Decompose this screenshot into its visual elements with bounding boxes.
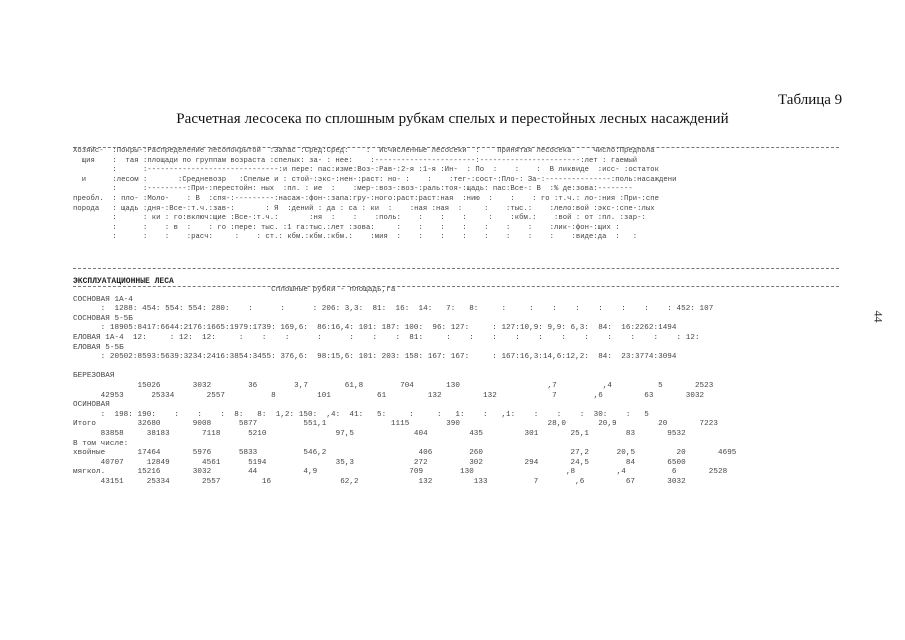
header-line: : : : :расч: : : ст.: кбм.:кбм.:кбм.: :мия : : : : : : : : :виде:да : :	[73, 233, 638, 242]
table-row: СОСНОВАЯ 5-5Б	[73, 314, 133, 323]
table-row: : 18905:8417:6644:2176:1665:1979:1739: 169,6: 86:16,4: 101: 187: 100: 96: 127: : 127:10,9: 9,9: 6,3: 84: 16:2262:1494	[73, 324, 677, 333]
header-line: : : : в : : го :пере: тыс. :1 га:тыс.:лет :зова: : : : : : : : :лик-:фон-:щих :	[73, 223, 620, 232]
header-line: : :---------:При-:перестойн: ных :пл. : ие : :мер-:воз-:воз-:раль:тоя-:щадь: пас:Все-: В :% де:зова:--------	[73, 185, 633, 194]
header-line: : : ки : го:включ:щие :Все-:т.ч.: :ня : : :поль: : : : : :кбм.: :вой : от :пл. :зар-:	[73, 214, 646, 223]
table-row: СОСНОВАЯ 1А-4	[73, 295, 133, 304]
table-row: Итого 32680 9008 5877 551,1 1115 390 28,0 20,9 20 7223	[73, 420, 718, 429]
table-row: ОСИНОВАЯ	[73, 401, 110, 410]
table-row: : 198: 190: : : : 8: 8: 1,2: 150: ,4: 41: 5: : : 1: : ,1: : : : 30: : 5	[73, 410, 649, 419]
page-number: 44	[871, 310, 886, 323]
header-line: и :лесом : :Средневозр :Спелые и : стой-:экс-:нен-:раст: но- : : :тег-:сост-:Пло-: За-:---------------:поль:насаждени	[73, 175, 677, 184]
header-line: преобл. : пло- :Моло- : В :спя-:---------:насаж-:фон-:запа:гру-:ного:раст:раст:ная :нию : : : го :т.ч.: ло-:ния :При-:спе	[73, 194, 660, 203]
table-row: мягкол. 15216 3032 44 4,9 709 130 ,8 ,4 6 2528	[73, 468, 728, 477]
header-line: : :------------------------------:и пере: пас:изме:Воз-:Рав-:2-я :1-я :Ин- : По : : : В ликвиде :исс- :остаток	[73, 166, 660, 175]
table-row: : 1288: 454: 554: 554: 280: : : : 206: 3,3: 81: 16: 14: 7: 8: : : : : : : : : 452: 107	[73, 305, 714, 314]
table-row	[73, 363, 736, 373]
page-title: Расчетная лесосека по сплошным рубкам спелых и перестойных лесных насаждений	[176, 111, 729, 127]
table-row: 43151 25334 2557 16 62,2 132 133 7 ,6 67 3032	[73, 477, 686, 486]
header-bottom-rule	[73, 268, 839, 269]
header-line: порода : щадь :дня-:Все-:т.ч.:зав-: : Я :дений : да : са : ки : :ная :ная : : :тыс.: :лело:вой :экс-:спе-:лых	[73, 204, 655, 213]
table-row: ЕЛОВАЯ 1А-4 12: : 12: 12: : : : : : : : 81: : : : : : : : : : : : 12:	[73, 333, 700, 342]
table-row: : 20502:8593:5639:3234:2416:3854:3455: 376,6: 98:15,6: 101: 203: 158: 167: 167: : 167:16,3:14,6:12,2: 84: 23:3774:3094	[73, 353, 677, 362]
table-row: В том числе:	[73, 439, 129, 448]
table-number-label: Таблица 9	[778, 92, 843, 108]
table-row: 42953 25334 2557 8 101 61 132 132 7 ,6 63 3032	[73, 391, 705, 400]
header-line: щия : тая :площади по группам возраста :спелых: за- : нее: :-----------------------:-----------------------:лет : гаемый	[73, 156, 638, 165]
table-row: хвойные 17464 5976 5833 546,2 406 260 27,2 20,5 20 4695	[73, 449, 737, 458]
table-row: ЕЛОВАЯ 5-5Б	[73, 343, 124, 352]
header-line: Хозяйс- :Покры-:Распределение лесопокрытой :Запас :Сред:Сред: : Исчисленные лесосеки : Принятая лесосека Число:Предпола	[73, 147, 655, 155]
table-row: 40707 12849 4561 5194 35,3 272 302 294 24,5 84 6500	[73, 458, 686, 467]
table-row: 83858 38183 7118 5210 97,5 404 435 301 25,1 83 9532	[73, 429, 686, 438]
table-row: Сплошные рубки - площадь,га	[73, 286, 396, 294]
table-row: БЕРЕЗОВАЯ	[73, 372, 115, 381]
section-title: ЭКСПЛУАТАЦИОННЫЕ ЛЕСА	[73, 277, 174, 286]
table-row: 15026 3032 36 3,7 61,8 704 130 ,7 ,4 5 2523	[73, 381, 714, 390]
table-header	[73, 147, 677, 243]
table-body	[73, 286, 736, 487]
